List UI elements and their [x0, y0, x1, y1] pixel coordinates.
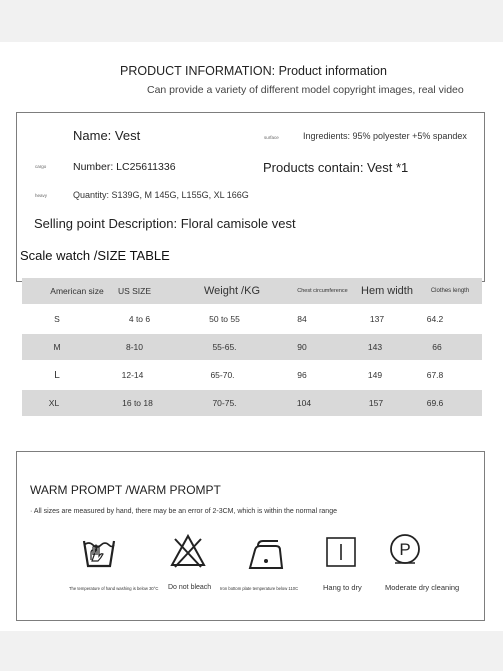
cell-us-size: 4 to 6: [128, 314, 151, 324]
cell-chest: 96: [297, 370, 307, 380]
cell-us-size: 16 to 18: [122, 398, 153, 408]
heavy-tag: heavy: [35, 193, 48, 198]
do-not-bleach-caption: Do not bleach: [168, 584, 212, 591]
hang-dry-caption: Hang to dry: [323, 583, 362, 592]
ingredients: Ingredients: 95% polyester +5% spandex: [303, 131, 467, 141]
measurement-note: · All sizes are measured by hand, there may be an error of 2-3CM, which is within the normal range: [30, 508, 337, 515]
cell-us-size: 12-14: [121, 370, 144, 380]
header-weight: Weight /KG: [203, 285, 261, 297]
cell-length: 64.2: [426, 314, 444, 324]
hang-dry-icon: [325, 536, 357, 568]
cell-size: S: [54, 314, 60, 324]
table-row: [22, 390, 482, 416]
warm-prompt-box: [16, 451, 485, 621]
header-us-size: US SIZE: [117, 286, 152, 296]
surface-tag: surface: [264, 135, 279, 140]
cell-weight: 70-75.: [212, 398, 237, 408]
cell-length: 66: [432, 342, 442, 352]
product-name: Name: Vest: [73, 128, 141, 143]
hand-wash-icon: [81, 533, 117, 571]
cell-hem: 137: [369, 314, 385, 324]
iron-caption: Iron bottom plate temperature below 110C: [220, 586, 299, 591]
cell-weight: 50 to 55: [209, 314, 240, 324]
hand-wash-caption: The temperature of hand washing is below 30°C: [69, 586, 159, 591]
cargo-tag: cargo: [35, 164, 47, 169]
header-chest: Chest circumference: [297, 288, 348, 294]
size-table: [22, 278, 482, 416]
header-american-size: American size: [50, 286, 104, 296]
cell-weight: 65-70.: [210, 370, 235, 380]
product-page: [0, 42, 503, 631]
product-contents: Products contain: Vest *1: [263, 160, 409, 175]
selling-point: Selling point Description: Floral camisole vest: [34, 216, 296, 231]
svg-text:P: P: [399, 540, 411, 559]
cell-length: 69.6: [426, 398, 444, 408]
iron-icon: [246, 538, 286, 572]
cell-chest: 104: [296, 398, 312, 408]
warm-prompt-title: WARM PROMPT /WARM PROMPT: [30, 483, 221, 497]
header-hem-width: Hem width: [361, 285, 413, 297]
cell-size: M: [53, 342, 61, 352]
size-table-title: Scale watch /SIZE TABLE: [20, 248, 170, 263]
cell-us-size: 8-10: [125, 342, 143, 352]
page-subtitle: Can provide a variety of different model copyright images, real video: [147, 84, 464, 96]
cell-hem: 157: [368, 398, 384, 408]
table-header-row: [22, 278, 482, 304]
cell-weight: 55-65.: [212, 342, 237, 352]
product-number: Number: LC25611336: [73, 161, 176, 173]
page-title: PRODUCT INFORMATION: Product information: [120, 64, 387, 78]
dry-clean-caption: Moderate dry cleaning: [385, 583, 460, 592]
product-quantity: Quantity: S139G, M 145G, L155G, XL 166G: [73, 190, 249, 200]
do-not-bleach-icon: [169, 533, 207, 569]
cell-hem: 149: [367, 370, 383, 380]
table-row: [22, 304, 482, 334]
cell-length: 67.8: [426, 370, 444, 380]
cell-hem: 143: [367, 342, 383, 352]
table-row: [22, 360, 482, 390]
header-length: Clothes length: [430, 288, 470, 294]
cell-chest: 84: [297, 314, 307, 324]
cell-chest: 90: [297, 342, 307, 352]
cell-size: L: [54, 369, 60, 381]
table-row: [22, 334, 482, 360]
cell-size: XL: [48, 398, 60, 408]
dry-clean-icon: [388, 532, 422, 566]
